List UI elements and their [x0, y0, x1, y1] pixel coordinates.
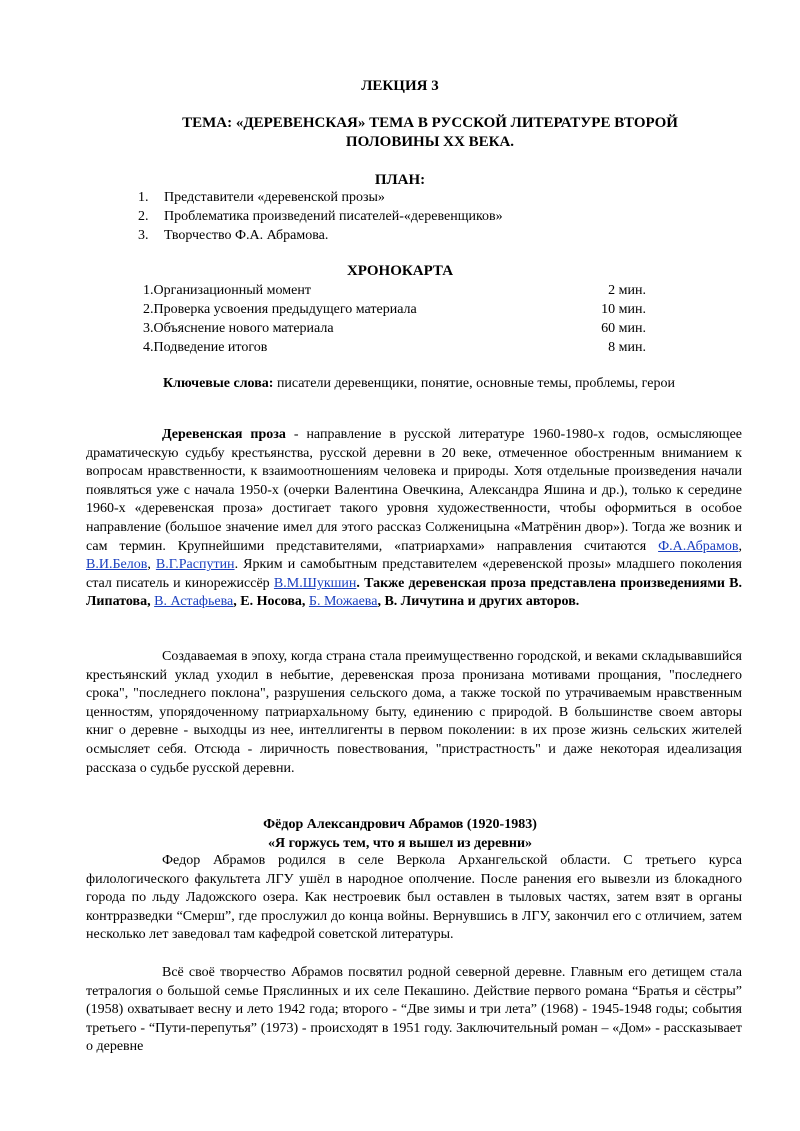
paragraph-works: Всё своё творчество Абрамов посвятил родной северной деревне. Главным его детищем стала тетралогия о большой семье Пряслинных и их селе Пекашино. Действие первого романа “Братья и сёстры” (1958) охватывает весну и лето 1942 года; второго - “Две зимы и три лета” (1968) - 1945-1948 годы; события третьего - “Пути-перепутья” (1973) - происходят в 1951 году. Заключительный роман – «Дом» - рассказывает о деревне [86, 965, 742, 1055]
plan-title: ПЛАН: [374, 172, 426, 188]
topic-line-2: ПОЛОВИНЫ ХХ ВЕКА. [345, 134, 515, 150]
chronocard-table [143, 281, 646, 357]
author-quote: «Я горжусь тем, что я вышел из деревни» [267, 836, 533, 851]
chronocard-row: 2.Проверка усвоения предыдущего материала 10 мин. [143, 302, 646, 317]
keywords-label: Ключевые слова: [163, 376, 274, 391]
author-heading: Фёдор Александрович Абрамов (1920-1983) [263, 817, 537, 832]
link-rasputin[interactable]: В.Г.Распутин [155, 557, 235, 573]
link-astafiev[interactable]: В. Астафьева [154, 594, 234, 610]
plan-item-text: Проблематика произведений писателей-«деревенщиков» [164, 209, 503, 224]
link-abramov[interactable]: Ф.А.Абрамов [658, 538, 739, 554]
paragraph-biography: Федор Абрамов родился в селе Веркола Архангельской области. С третьего курса филологического факультета ЛГУ ушёл в народное ополчение. После ранения его вывезли из блокадного города по льду Ладожского озера. Как нестроевик был оставлен в тыловых частях, затем взят в органы контрразведки “Смерш”, где прослужил до конца войны. Вернувшись в ЛГУ, закончил его с отличием, затем несколько лет заведовал там кафедрой советской литературы. [86, 853, 742, 943]
link-mozhaev[interactable]: Б. Можаева [308, 594, 378, 610]
plan-item-text: Представители «деревенской прозы» [164, 190, 385, 205]
plan-item: 1. Представители «деревенской прозы» [138, 190, 385, 205]
plan-item-text: Творчество Ф.А. Абрамова. [164, 228, 329, 243]
keywords-paragraph [86, 375, 742, 394]
link-shukshin[interactable]: В.М.Шукшин [273, 575, 357, 591]
plan-list [138, 188, 503, 245]
author-heading-block [0, 815, 800, 853]
chronocard-row: 3.Объяснение нового материала 60 мин. [143, 321, 646, 336]
definition-paragraph: Деревенская проза - направление в русской литературе 1960-1980-х годов, осмысляющее драматическую судьбу крестьянства, русской деревни в 20 веке, отмеченное обостренным вниманием к вопросам нравственности, к взаимоотношениям человека и природы. Хотя отдельные произведения начали появляться уже с начала 1950-х (очерки Валентина Овечкина, Александра Яшина и др.), только к середине 1960-х «деревенская проза» достигает такого уровня художественности, чтобы оформиться в особое направление (большое значение имел для этого рассказ Солженицына «Матрёнин двор»). Тогда же возник и сам термин. Крупнейшими представителями, «патриархами» направления считаются Ф.А.Абрамов, В.И.Белов, В.Г.Распутин. Ярким и самобытным представителем «деревенской прозы» младшего поколения стал писатель и кинорежиссёр В.М.Шукшин. Также деревенская проза представлена произведениями В. Липатова, В. Астафьева, Е. Носова, Б. Можаева, В. Личутина и других авторов. [86, 427, 742, 610]
definition-term: Деревенская проза [162, 427, 286, 442]
plan-item: 2. Проблематика произведений писателей-«деревенщиков» [138, 209, 503, 224]
link-belov[interactable]: В.И.Белов [86, 557, 148, 573]
topic-heading [140, 114, 720, 152]
keywords-text: писатели деревенщики, понятие, основные темы, проблемы, герои [273, 376, 675, 391]
lecture-title: ЛЕКЦИЯ 3 [361, 78, 439, 94]
chronocard-row: 1.Организационный момент 2 мин. [143, 283, 646, 298]
plan-item: 3. Творчество Ф.А. Абрамова. [138, 228, 329, 243]
topic-line-1: ТЕМА: «ДЕРЕВЕНСКАЯ» ТЕМА В РУССКОЙ ЛИТЕРАТУРЕ ВТОРОЙ [182, 115, 678, 131]
chronocard-title: ХРОНОКАРТА [346, 263, 454, 279]
chronocard-row: 4.Подведение итогов 8 мин. [143, 340, 646, 355]
paragraph-village-prose: Создаваемая в эпоху, когда страна стала преимущественно городской, и веками складывавшийся крестьянский уклад уходил в небытие, деревенская проза пронизана мотивами прощания, "последнего срока", "последнего поклона", разрушения сельского дома, а также тоской по утрачиваемым нравственным ценностям, упорядоченному патриархальному быту, единению с природой. В большинстве своем авторы книг о деревне - выходцы из нее, интеллигенты в первом поколении: в их прозе жизнь сельских жителей осмысляет себя. Отсюда - лиричность повествования, "пристрастность" и даже некоторая идеализация рассказа о судьбе русской деревни. [86, 649, 742, 776]
